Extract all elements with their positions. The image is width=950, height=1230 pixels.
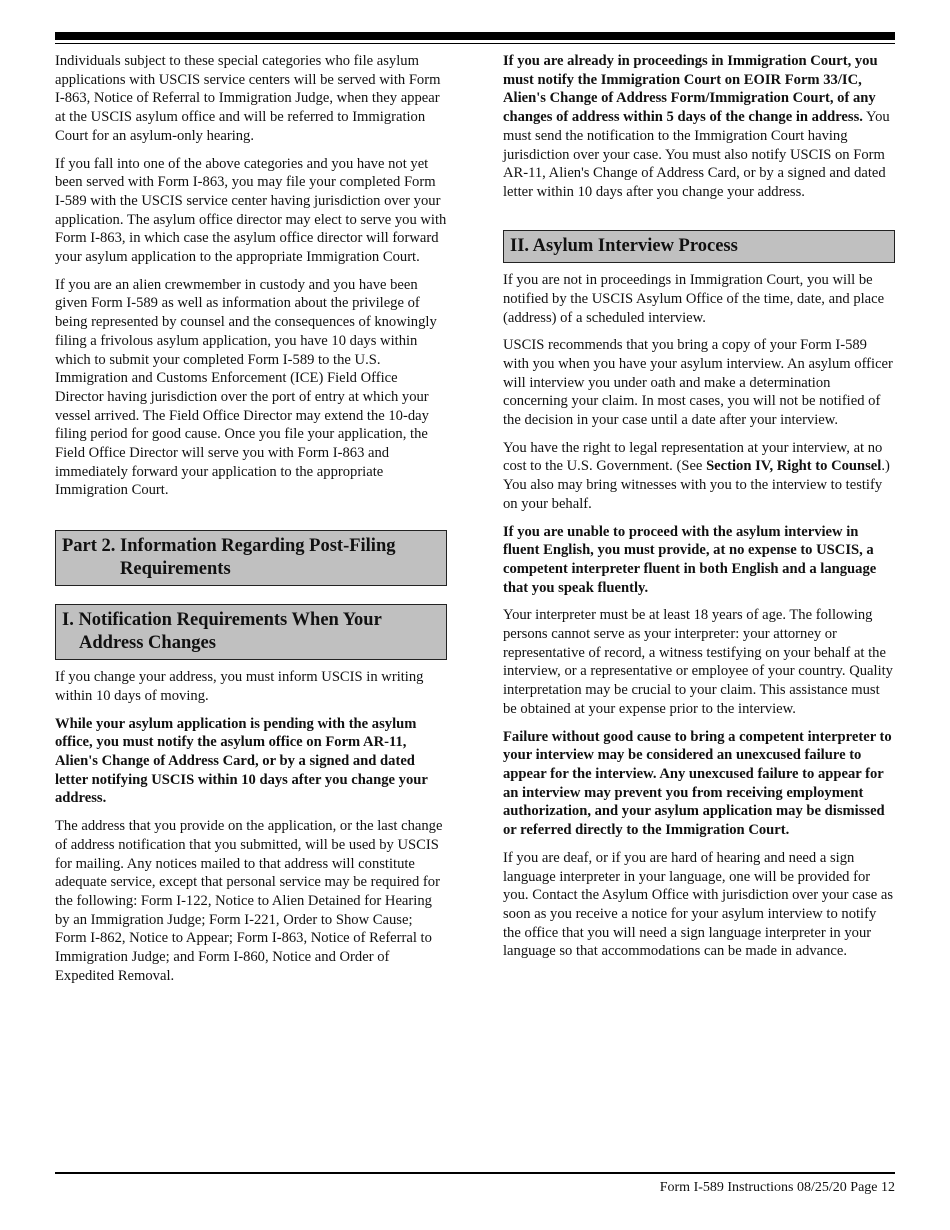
text: You must send the notification to the Immigration Court having jurisdiction over your case. You must also notify USCIS on Form AR-11, Alien's Change of Address Card, or by a signed and dated letter within 10 days after you change your address. — [503, 109, 890, 200]
bold-text: If you are already in proceedings in Immigration Court, you must notify the Immigration Court on EOIR Form 33/IC, Alien's Change of Address Form/Immigration Court, of any changes of address within 5 days of the change in address. — [503, 53, 878, 126]
top-rule-thin — [55, 43, 895, 44]
paragraph: If you fall into one of the above categories and you have not yet been served with Form I-863, you may file your completed Form I-589 with the USCIS service center having jurisdiction over your application. The asylum office director may elect to serve you with Form I-863, in which case the asylum office director will forward your asylum application to the appropriate Immigration Court. — [55, 155, 447, 266]
paragraph: If you change your address, you must inform USCIS in writing within 10 days of moving. — [55, 669, 424, 704]
paragraph: If you are an alien crewmember in custody and you have been given Form I-589 as well as information about the privilege of being represented by counsel and the consequences of knowingly filing a frivolous asylum application, you have 10 days within which to submit your completed Form I-589 to the U.S. Immigration and Customs Enforcement (ICE) Field Office Director having jurisdiction over the port of entry at which your vessel arrived. The Field Office Director may extend the 10-day filing period for good cause. Once you file your application, the Field Office Director will serve you with Form I-863 and immediately forward your application to the appropriate Immigration Court. — [55, 276, 437, 499]
part2-heading-line2: Requirements — [120, 558, 231, 579]
text: .) You also may bring witnesses with you to the interview to testify on your behalf. — [503, 458, 890, 512]
paragraph: Your interpreter must be at least 18 years of age. The following persons cannot serve as your interpreter: your attorney or representative of record, a witness testifying on your behalf at the interview, or a representative or employee of your country. Quality interpretation may be crucial to your claim. This assistance must be obtained at your expense prior to the interview. — [503, 607, 893, 717]
part2-heading-line1: Part 2. Information Regarding Post-Filing — [62, 536, 396, 557]
section2-heading: II. Asylum Interview Process — [503, 230, 895, 264]
page-footer: Form I-589 Instructions 08/25/20 Page 12 — [659, 1180, 895, 1195]
top-rule-thick — [55, 32, 895, 40]
left-column — [55, 52, 447, 994]
section1-heading-line1: I. Notification Requirements When Your — [62, 610, 382, 631]
bottom-rule — [55, 1172, 895, 1174]
paragraph: If you are not in proceedings in Immigration Court, you will be notified by the USCIS Asylum Office of the time, date, and place (address) of a scheduled interview. — [503, 272, 885, 326]
paragraph-bold: Failure without good cause to bring a competent interpreter to your interview may be considered an unexcused failure to appear for the interview. Any unexcused failure to appear for an interview may prevent you from receiving employment authorization, and your asylum application may be dismissed or referred directly to the Immigration Court. — [503, 728, 892, 839]
paragraph-bold: While your asylum application is pending with the asylum office, you must notify the asylum office on Form AR-11, Alien's Change of Address Card, or by a signed and dated letter notifying USCIS within 10 days after you change your address. — [55, 715, 428, 807]
section1-heading — [55, 604, 447, 660]
part2-heading — [55, 530, 447, 586]
paragraph — [503, 439, 895, 514]
paragraph: USCIS recommends that you bring a copy of your Form I-589 with you when you have your asylum interview. An asylum officer will interview you under oath and make a determination concerning your claim. In most cases, you will not be notified of the decision in your case until a date after your interview. — [503, 337, 893, 429]
right-column — [503, 52, 895, 970]
paragraph: Individuals subject to these special categories who file asylum applications with USCIS service centers will be served with Form I-863, Notice of Referral to Immigration Judge, when they appear at the USCIS asylum office and will be referred to Immigration Court for an asylum-only hearing. — [55, 53, 441, 144]
text: You have the right to legal representation at your interview, at no cost to the U.S. Government. (See — [503, 439, 883, 475]
paragraph — [503, 52, 895, 202]
bold-text: Section IV, Right to Counsel — [706, 458, 882, 475]
section1-heading-line2: Address Changes — [79, 632, 216, 653]
paragraph: If you are deaf, or if you are hard of hearing and need a sign language interpreter in your language, one will be provided for you. Contact the Asylum Office with jurisdiction over your case as soon as you receive a notice for your asylum interview to notify the office that you will need a sign language interpreter in your language so that accommodations can be made in advance. — [503, 849, 894, 960]
paragraph: The address that you provide on the application, or the last change of address notification that you submitted, will be used by USCIS for mailing. Any notices mailed to that address will constitute adequate service, except that personal service may be required for the following: Form I-122, Notice to Alien Detained for Hearing by an Immigration Judge; Form I-221, Order to Show Cause; Form I-862, Notice to Appear; Form I-863, Notice of Referral to Immigration Judge; and Form I-860, Notice and Order of Expedited Removal. — [55, 818, 443, 984]
paragraph-bold: If you are unable to proceed with the asylum interview in fluent English, you must provide, at no expense to USCIS, a competent interpreter fluent in both English and a language that you speak fluently. — [503, 523, 877, 596]
